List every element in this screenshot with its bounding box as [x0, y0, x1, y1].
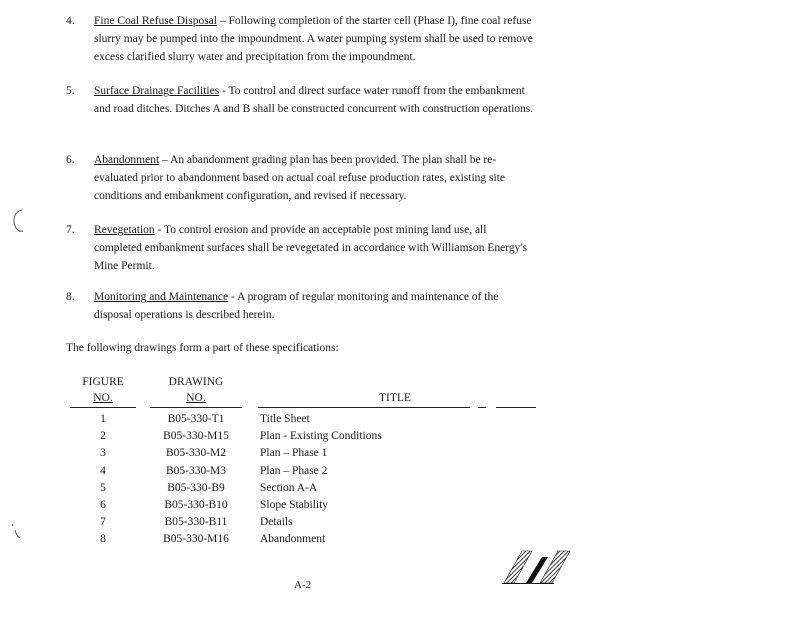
title-cell: Slope Stability [260, 499, 329, 511]
page-number: A-2 [294, 579, 312, 591]
binder-hole-mark [8, 522, 24, 542]
figure-header-line2: NO. [93, 392, 113, 404]
item-number: 4. [66, 15, 75, 27]
item-text: – Following completion of the starter cell (Phase I), fine coal refuse slurry may be pumped into the impoundment. A water pumping system shall be used to remove excess clarified slurry water and precipitation from the impoundment. [94, 15, 533, 63]
drawing-cell: B05-330-M2 [165, 447, 227, 459]
header-rule [258, 407, 470, 408]
figure-header-line1: FIGURE [82, 376, 124, 388]
item-body [94, 12, 536, 66]
item-heading: Monitoring and Maintenance [94, 291, 229, 303]
title-column-header: TITLE [379, 392, 411, 404]
item-body [94, 221, 536, 275]
header-rule [150, 407, 242, 408]
figure-cell: 2 [100, 430, 106, 442]
item-number: 6. [66, 154, 75, 166]
table-row [70, 530, 530, 547]
drawing-header-line1: DRAWING [168, 376, 224, 388]
item-text: - To control erosion and provide an acceptable post mining land use, all completed embankment surfaces shall be revegetated in accordance with Williamson Energy's Mine Permit. [94, 224, 527, 272]
table-row [70, 496, 530, 513]
item-number: 5. [66, 85, 75, 97]
table-row [70, 462, 530, 479]
drawing-cell: B05-330-B9 [167, 482, 225, 494]
item-heading: Revegetation [94, 224, 155, 236]
spec-item-5 [66, 82, 536, 118]
title-cell: Details [260, 516, 293, 528]
drawing-cell: B05-330-B10 [164, 499, 228, 511]
item-body [94, 151, 536, 205]
drawing-cell: B05-330-T1 [167, 413, 225, 425]
header-rule [478, 407, 486, 408]
header-rule [496, 407, 536, 408]
table-row [70, 513, 530, 530]
drawing-column-header [150, 374, 242, 406]
spec-item-7 [66, 221, 536, 275]
figure-cell: 7 [100, 516, 106, 528]
item-number: 7. [66, 224, 75, 236]
item-number: 8. [66, 291, 75, 303]
figure-cell: 8 [100, 533, 106, 545]
title-cell: Plan – Phase 2 [260, 465, 328, 477]
title-cell: Section A-A [260, 482, 318, 494]
title-cell: Title Sheet [260, 413, 310, 425]
item-heading: Surface Drainage Facilities [94, 85, 220, 97]
item-text: - A program of regular monitoring and maintenance of the disposal operations is described herein. [94, 291, 499, 321]
spec-item-4 [66, 12, 536, 66]
drawing-cell: B05-330-M16 [163, 533, 229, 545]
drawing-cell: B05-330-M15 [163, 430, 229, 442]
figure-column-header [70, 374, 136, 406]
drawing-cell: B05-330-M3 [165, 465, 227, 477]
figure-cell: 5 [100, 482, 106, 494]
figure-cell: 4 [100, 465, 106, 477]
spec-item-6 [66, 151, 536, 205]
table-row [70, 444, 530, 461]
figure-cell: 1 [100, 413, 106, 425]
drawing-header-line2: NO. [186, 392, 206, 404]
spec-item-8 [66, 288, 536, 324]
figure-cell: 3 [100, 447, 106, 459]
company-logo [502, 549, 574, 585]
title-cell: Plan – Phase 1 [260, 447, 328, 459]
item-body [94, 288, 536, 324]
item-text: – An abandonment grading plan has been provided. The plan shall be re-evaluated prior to abandonment based on actual coal refuse production rates, existing site conditions and embankment configuration, and revised if necessary. [94, 154, 505, 202]
table-row [70, 479, 530, 496]
table-row [70, 427, 530, 444]
title-cell: Abandonment [260, 533, 326, 545]
title-cell: Plan - Existing Conditions [260, 430, 382, 442]
item-heading: Fine Coal Refuse Disposal [94, 15, 217, 27]
header-rule [70, 407, 136, 408]
item-text: - To control and direct surface water runoff from the embankment and road ditches. Ditches A and B shall be constructed concurrent with construction operations. [94, 85, 534, 115]
table-row [70, 410, 530, 427]
item-body [94, 82, 536, 118]
item-heading: Abandonment [94, 154, 160, 166]
binder-hole-mark [10, 208, 26, 234]
figure-cell: 6 [100, 499, 106, 511]
drawing-cell: B05-330-B11 [164, 516, 228, 528]
drawings-intro: The following drawings form a part of these specifications: [66, 342, 339, 354]
